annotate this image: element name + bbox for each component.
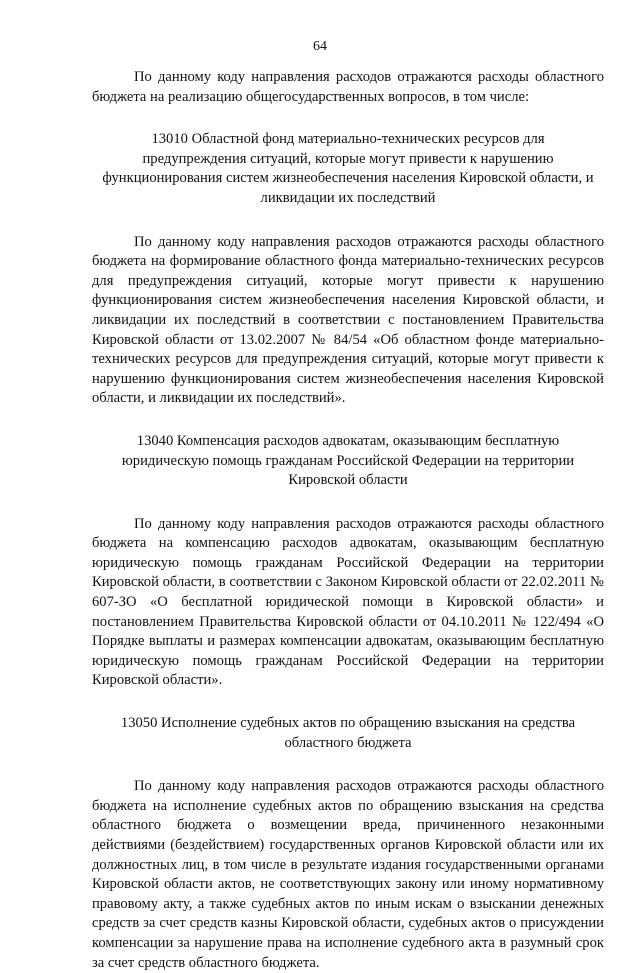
section-text-13050: По данному коду направления расходов отражаются расходы областного бюджета на исполнение судебных актов по обращению взыскания на средства областного бюджета о возмещении вреда, причиненного незаконными действиями (бездействием) государственных органов Кировской области или их должностных лиц, в том числе в результате издания государственными органами Кировской области актов, не соответствующих закону или иному нормативному правовому акту, а также судебных актов по иным искам о взыскании денежных средств за счет средств казны Кировской области, судебных актов о присуждении компенсации за нарушение права на исполнение судебного акта в разумный срок за счет средств областного бюджета. <box>92 778 604 971</box>
spacer <box>92 209 604 233</box>
intro-paragraph: По данному коду направления расходов отражаются расходы областного бюджета на реализацию общегосударственных вопросов, в том числе: <box>92 69 604 105</box>
spacer <box>92 107 604 130</box>
spacer <box>92 491 604 515</box>
section-heading-13010: 13010 Областной фонд материально-технических ресурсов для предупреждения ситуаций, которые могут привести к нарушению функционирования систем жизнеобеспечения населения Кировской области, и ликвидации их последствий <box>102 131 594 206</box>
spacer <box>92 691 604 714</box>
section-text-13040: По данному коду направления расходов отражаются расходы областного бюджета на компенсацию расходов адвокатам, оказывающим бесплатную юридическую помощь гражданам Российской Федерации на территории Кировской области, в соответствии с Законом Кировской области от 22.02.2011 № 607-ЗО «О бесплатной юридической помощи в Кировской области» и постановлением Правительства Кировской области от 04.10.2011 № 122/494 «О Порядке выплаты и размерах компенсации адвокатам, оказывающим бесплатную юридическую помощь гражданам Российской Федерации на территории Кировской области». <box>92 515 604 689</box>
page-number: 64 <box>313 39 327 54</box>
section-heading-13050: 13050 Исполнение судебных актов по обращению взыскания на средства областного бюджета <box>120 715 576 751</box>
document-body <box>92 68 604 973</box>
spacer <box>92 409 604 432</box>
spacer <box>92 753 604 777</box>
section-heading-13040: 13040 Компенсация расходов адвокатам, оказывающим бесплатную юридическую помощь гражданам Российской Федерации на территории Кировской области <box>121 432 575 489</box>
section-text-13010: По данному коду направления расходов отражаются расходы областного бюджета на формирование областного фонда материально-технических ресурсов для предупреждения ситуаций, которые могут привести к нарушению функционирования систем жизнеобеспечения населения Кировской области, и ликвидации их последствий в соответствии с постановлением Правительства Кировской области от 13.02.2007 № 84/54 «Об областном фонде материально-технических ресурсов для предупреждения ситуаций, которые могут привести к нарушению функционирования систем жизнеобеспечения населения Кировской области, и ликвидации их последствий». <box>92 233 604 407</box>
